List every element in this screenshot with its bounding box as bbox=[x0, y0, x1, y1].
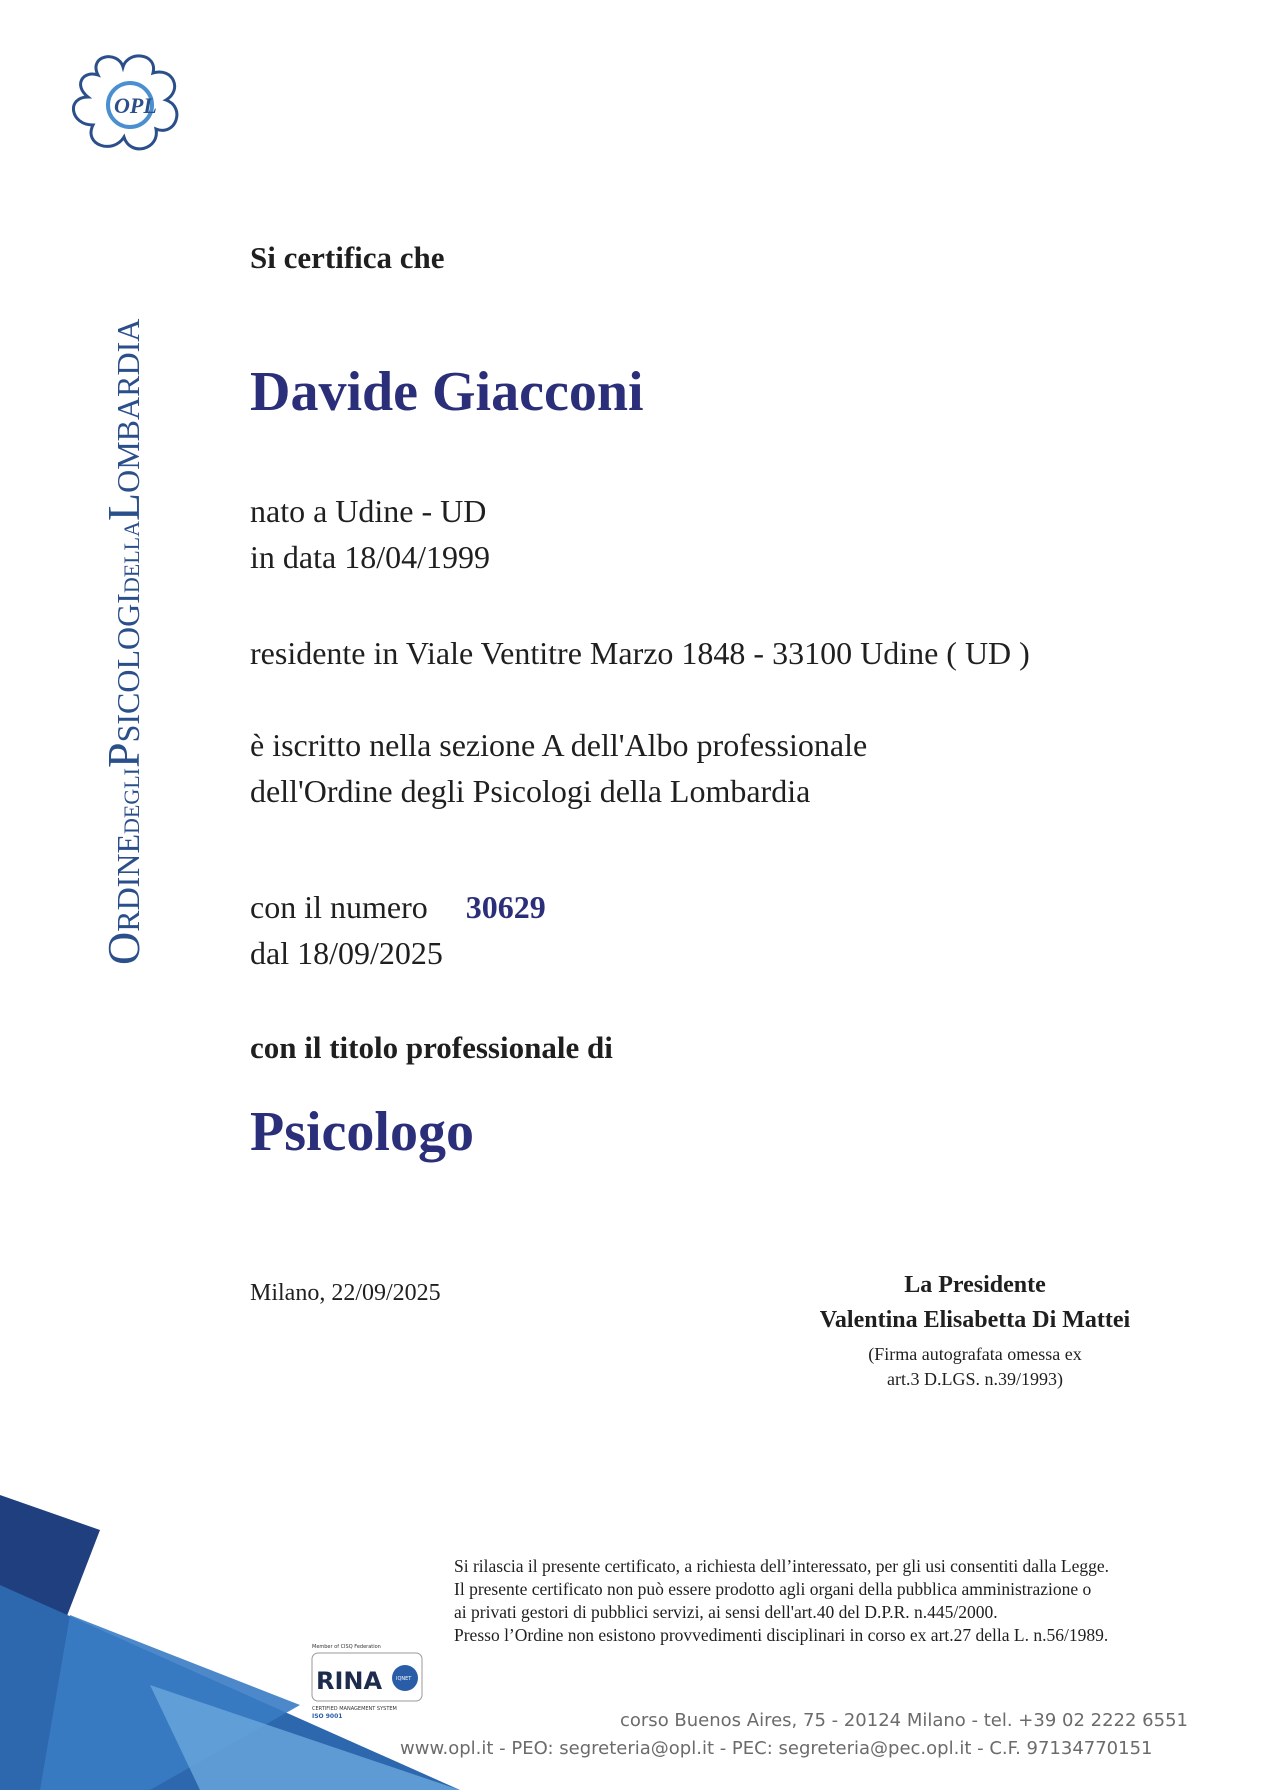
registration-line-1: è iscritto nella sezione A dell'Albo professionale bbox=[250, 727, 868, 763]
footer-contacts: www.opl.it - PEO: segreteria@opl.it - PEC: segreteria@pec.opl.it - C.F. 97134770151 bbox=[400, 1738, 1153, 1759]
signer-name: Valentina Elisabetta Di Mattei bbox=[819, 1307, 1131, 1333]
professional-title: Psicologo bbox=[250, 1101, 474, 1163]
vertical-org-title bbox=[100, 185, 148, 965]
vt-della: DELLA bbox=[119, 521, 144, 594]
vt-degli: DEGLI bbox=[119, 768, 144, 834]
badge-iso: ISO 9001 bbox=[312, 1713, 343, 1720]
residence: residente in Viale Ventitre Marzo 1848 - 33100 Udine ( UD ) bbox=[250, 635, 1030, 671]
vt-rdine: RDINE bbox=[110, 834, 146, 932]
birth-date: in data 18/04/1999 bbox=[250, 539, 490, 575]
certificate-intro: Si certifica che bbox=[250, 240, 445, 275]
number-label: con il numero bbox=[250, 889, 428, 925]
birth-info bbox=[250, 488, 490, 580]
disclaimer-line-3: ai privati gestori di pubblici servizi, ai sensi dell'art.40 del D.P.R. n.445/2000. bbox=[454, 1602, 998, 1622]
title-label: con il titolo professionale di bbox=[250, 1030, 613, 1065]
vt-ombardia: OMBARDIA bbox=[110, 318, 146, 493]
footer-address: corso Buenos Aires, 75 - 20124 Milano - tel. +39 02 2222 6551 bbox=[620, 1710, 1188, 1731]
badge-caption: CERTIFIED MANAGEMENT SYSTEM bbox=[312, 1706, 397, 1712]
vt-l: L bbox=[98, 492, 149, 521]
registration-line-2: dell'Ordine degli Psicologi della Lombardia bbox=[250, 773, 811, 809]
signature-note-1: (Firma autografata omessa ex bbox=[868, 1344, 1082, 1364]
badge-top: Member of CISQ Federation bbox=[312, 1644, 381, 1650]
signer-role: La Presidente bbox=[904, 1272, 1046, 1298]
badge-brand: RINA bbox=[316, 1667, 383, 1695]
disclaimer-line-4: Presso l’Ordine non esistono provvedimenti disciplinari in corso ex art.27 della L. n.56/1989. bbox=[454, 1625, 1109, 1645]
signature-block bbox=[800, 1268, 1150, 1392]
opl-logo bbox=[58, 45, 208, 165]
registration-number: 30629 bbox=[465, 889, 546, 925]
registration-since: dal 18/09/2025 bbox=[250, 935, 443, 971]
vt-sicologi: SICOLOGI bbox=[110, 593, 146, 743]
vt-p: P bbox=[98, 742, 149, 769]
registration-number-block bbox=[250, 884, 546, 976]
signature-note-2: art.3 D.LGS. n.39/1993) bbox=[887, 1369, 1063, 1389]
holder-name: Davide Giacconi bbox=[250, 361, 644, 423]
rina-certification-badge bbox=[310, 1638, 430, 1723]
registration-text bbox=[250, 722, 867, 814]
disclaimer-line-2: Il presente certificato non può essere prodotto agli organi della pubblica amministrazione o bbox=[454, 1579, 1092, 1599]
birth-place: nato a Udine - UD bbox=[250, 493, 487, 529]
vt-o: O bbox=[98, 931, 149, 965]
logo-text: OPL bbox=[114, 93, 157, 118]
disclaimer-line-1: Si rilascia il presente certificato, a richiesta dell’interessato, per gli usi consentiti dalla Legge. bbox=[454, 1556, 1110, 1576]
disclaimer bbox=[454, 1555, 1244, 1647]
badge-iqnet: IQNET bbox=[396, 1676, 412, 1682]
place-date: Milano, 22/09/2025 bbox=[250, 1280, 441, 1306]
